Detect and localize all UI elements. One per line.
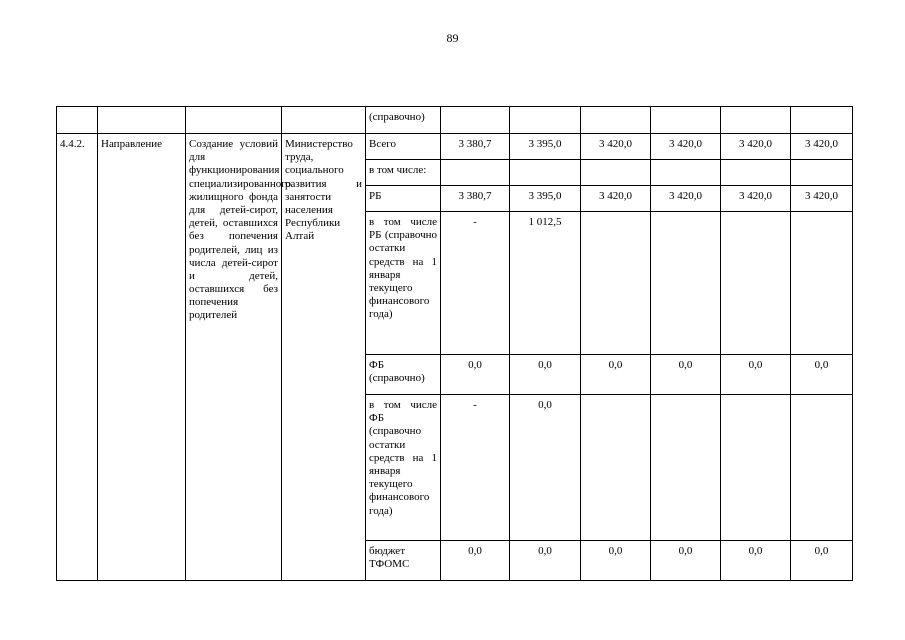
value-cell: 0,0 [581,355,651,395]
value-cell [791,160,853,186]
value-cell: 0,0 [441,541,510,581]
value-cell [791,395,853,541]
value-cell [581,160,651,186]
value-cell: 0,0 [510,355,581,395]
value-cell: 3 420,0 [791,186,853,212]
value-cell: 0,0 [721,541,791,581]
value-cell: 3 380,7 [441,134,510,160]
value-cell: 0,0 [791,355,853,395]
value-cell [791,212,853,355]
value-cell: 0,0 [581,541,651,581]
value-cell: 3 420,0 [581,134,651,160]
executor-name: Министерство труда, социального развития и занятости населения Республики Алтай [282,134,366,581]
value-cell: 3 395,0 [510,186,581,212]
page-number: 89 [446,31,459,45]
value-cell: 1 012,5 [510,212,581,355]
value-cell: 3 420,0 [791,134,853,160]
value-cell: 3 420,0 [651,186,721,212]
budget-table [56,106,853,581]
value-cell [721,212,791,355]
source-cell: РБ [366,186,441,212]
value-cell: 0,0 [441,355,510,395]
value-cell: 0,0 [510,395,581,541]
value-cell: 0,0 [651,541,721,581]
source-cell: Всего [366,134,441,160]
value-cell: - [441,395,510,541]
measure-name: Создание условий для функционирования специализированного жилищного фонда для детей-сирот, детей, оставшихся без попечения родителей, лиц из числа детей-сирот и детей, оставшихся без попечения родителей [186,134,282,581]
source-cell: в том числе: [366,160,441,186]
value-cell: - [441,212,510,355]
value-cell: 0,0 [651,355,721,395]
carryover-row [57,107,853,134]
funding-row [57,134,853,160]
value-cell: 0,0 [791,541,853,581]
value-cell: 3 420,0 [651,134,721,160]
value-cell [581,395,651,541]
row-type: Направление [98,134,186,581]
value-cell: 3 420,0 [721,134,791,160]
value-cell [721,395,791,541]
value-cell [651,212,721,355]
value-cell [651,160,721,186]
source-cell: ФБ (справочно) [366,355,441,395]
source-cell: в том числе ФБ (справочно остатки средств на 1 января текущего финансового года) [366,395,441,541]
value-cell: 0,0 [510,541,581,581]
value-cell: 3 420,0 [581,186,651,212]
value-cell [581,212,651,355]
row-code: 4.4.2. [57,134,98,581]
value-cell [721,160,791,186]
value-cell [651,395,721,541]
value-cell: 0,0 [721,355,791,395]
value-cell [510,160,581,186]
value-cell [441,160,510,186]
source-cell: в том числе РБ (справочно остатки средств на 1 января текущего финансового года) [366,212,441,355]
value-cell: 3 395,0 [510,134,581,160]
value-cell: 3 380,7 [441,186,510,212]
source-cell: бюджет ТФОМС [366,541,441,581]
source-cell: (справочно) [366,107,441,134]
value-cell: 3 420,0 [721,186,791,212]
